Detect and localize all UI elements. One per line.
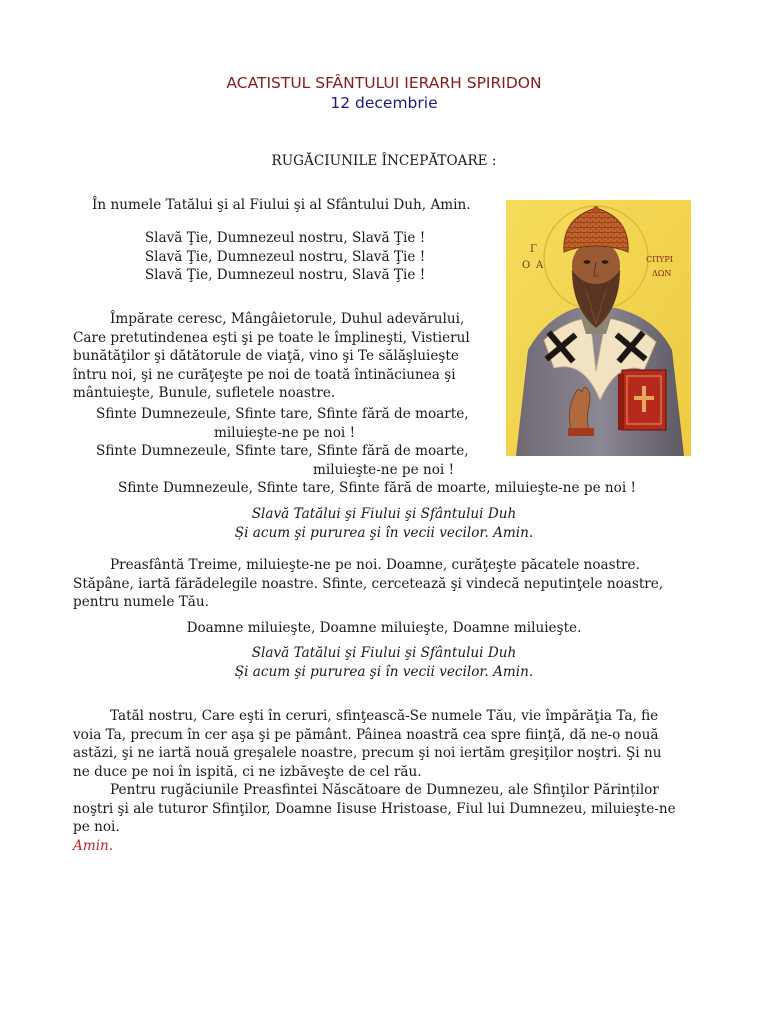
trisagion-line: miluieşte-ne pe noi ! bbox=[313, 461, 455, 478]
section-heading: RUGĂCIUNILE ÎNCEPĂTOARE : bbox=[271, 153, 497, 169]
doxology-block bbox=[0, 505, 768, 542]
trisagion-line: miluieşte-ne pe noi ! bbox=[214, 424, 356, 441]
doxology-line: Slavă Tatălui şi Fiului şi Sfântului Duh bbox=[251, 506, 517, 522]
paragraph-line: pe noi. bbox=[73, 819, 120, 835]
gospel-book bbox=[618, 370, 666, 430]
paragraph-line: mântuieşte, Bunule, sufletele noastre. bbox=[73, 385, 336, 401]
doxology-line: Și acum şi pururea şi în vecii vecilor. Amin. bbox=[234, 524, 534, 541]
paragraph-line: voia Ta, precum în cer aşa şi pe pământ. Pâinea noastră cea spre fiinţă, dă ne-o nouă bbox=[73, 726, 659, 743]
paragraph-line: astăzi, şi ne iartă nouă greşalele noastre, precum şi noi iertăm greşiţilor noştri. Şi nu bbox=[73, 745, 662, 761]
icon-inscription-right: ΔΩΝ bbox=[652, 269, 672, 278]
doxology-line: Și acum şi pururea şi în vecii vecilor. Amin. bbox=[234, 663, 534, 680]
paragraph-line: bunătăţilor şi dătătorule de viaţă, vino şi Te sălăşluieşte bbox=[73, 348, 459, 364]
slava-tie-line: Slavă Ţie, Dumnezeul nostru, Slavă Ţie ! bbox=[144, 230, 426, 246]
trisagion-line: Sfinte Dumnezeule, Sfinte tare, Sfinte fără de moarte, bbox=[96, 443, 469, 459]
doamne-miluieste-line: Doamne miluieşte, Doamne miluieşte, Doamne miluieşte. bbox=[186, 620, 582, 636]
preasfanta-treime-paragraph bbox=[73, 556, 663, 612]
doxology-block bbox=[0, 644, 768, 681]
trisagion-line: Sfinte Dumnezeule, Sfinte tare, Sfinte fără de moarte, bbox=[96, 406, 469, 422]
paragraph-line: ne duce pe noi în ispită, ci ne izbăveşte de cel rău. bbox=[73, 763, 422, 780]
doxology-line: Slavă Tatălui şi Fiului şi Sfântului Duh bbox=[251, 645, 517, 661]
paragraph-line: Stăpâne, iartă fărădelegile noastre. Sfinte, cercetează şi vindecă neputinţele noastre, bbox=[73, 575, 664, 592]
icon-inscription-left: Ο bbox=[522, 260, 531, 271]
paragraph-line: noştri şi ale tuturor Sfinţilor, Doamne Iisuse Hristoase, Fiul lui Dumnezeu, miluieşte-ne bbox=[73, 800, 676, 817]
icon-inscription-left-top: Γ bbox=[530, 244, 537, 255]
imparate-ceresc-paragraph bbox=[73, 310, 470, 403]
paragraph-line: Tatăl nostru, Care eşti în ceruri, sfinţească-Se numele Tău, vie împărăţia Ta, fie bbox=[110, 708, 659, 724]
slava-tie-line: Slavă Ţie, Dumnezeul nostru, Slavă Ţie ! bbox=[144, 248, 426, 265]
paragraph-line: Care pretutindenea eşti şi pe toate le împlineşti, Vistierul bbox=[73, 329, 470, 346]
invocation-line: În numele Tatălui şi al Fiului şi al Sfântului Duh, Amin. bbox=[92, 197, 471, 213]
slava-tie-block bbox=[72, 229, 498, 285]
paragraph-line: Pentru rugăciunile Preasfintei Născătoare de Dumnezeu, ale Sfinţilor Părinților bbox=[110, 782, 659, 798]
paragraph-line: pentru numele Tău. bbox=[73, 594, 209, 610]
tatal-nostru-paragraph bbox=[73, 707, 676, 855]
icon-inscription-left: Α bbox=[536, 260, 544, 271]
paragraph-line: întru noi, şi ne curăţeşte pe noi de toată întinăciunea şi bbox=[73, 366, 456, 383]
saint-spyridon-icon-image bbox=[506, 200, 691, 456]
document-date: 12 decembrie bbox=[330, 94, 438, 112]
slava-tie-line: Slavă Ţie, Dumnezeul nostru, Slavă Ţie ! bbox=[144, 267, 426, 283]
trisagion-line: Sfinte Dumnezeule, Sfinte tare, Sfinte fără de moarte, miluieşte-ne pe noi ! bbox=[118, 480, 637, 496]
paragraph-line: Împărate ceresc, Mângâietorule, Duhul adevărului, bbox=[110, 311, 465, 327]
icon-inscription-right: CΠΥΡΙ bbox=[646, 255, 673, 264]
paragraph-line: Preasfântă Treime, miluieşte-ne pe noi. Doamne, curăţeşte păcatele noastre. bbox=[110, 557, 640, 573]
amin-closing: Amin. bbox=[73, 837, 114, 854]
document-title: ACATISTUL SFÂNTULUI IERARH SPIRIDON bbox=[226, 74, 542, 92]
